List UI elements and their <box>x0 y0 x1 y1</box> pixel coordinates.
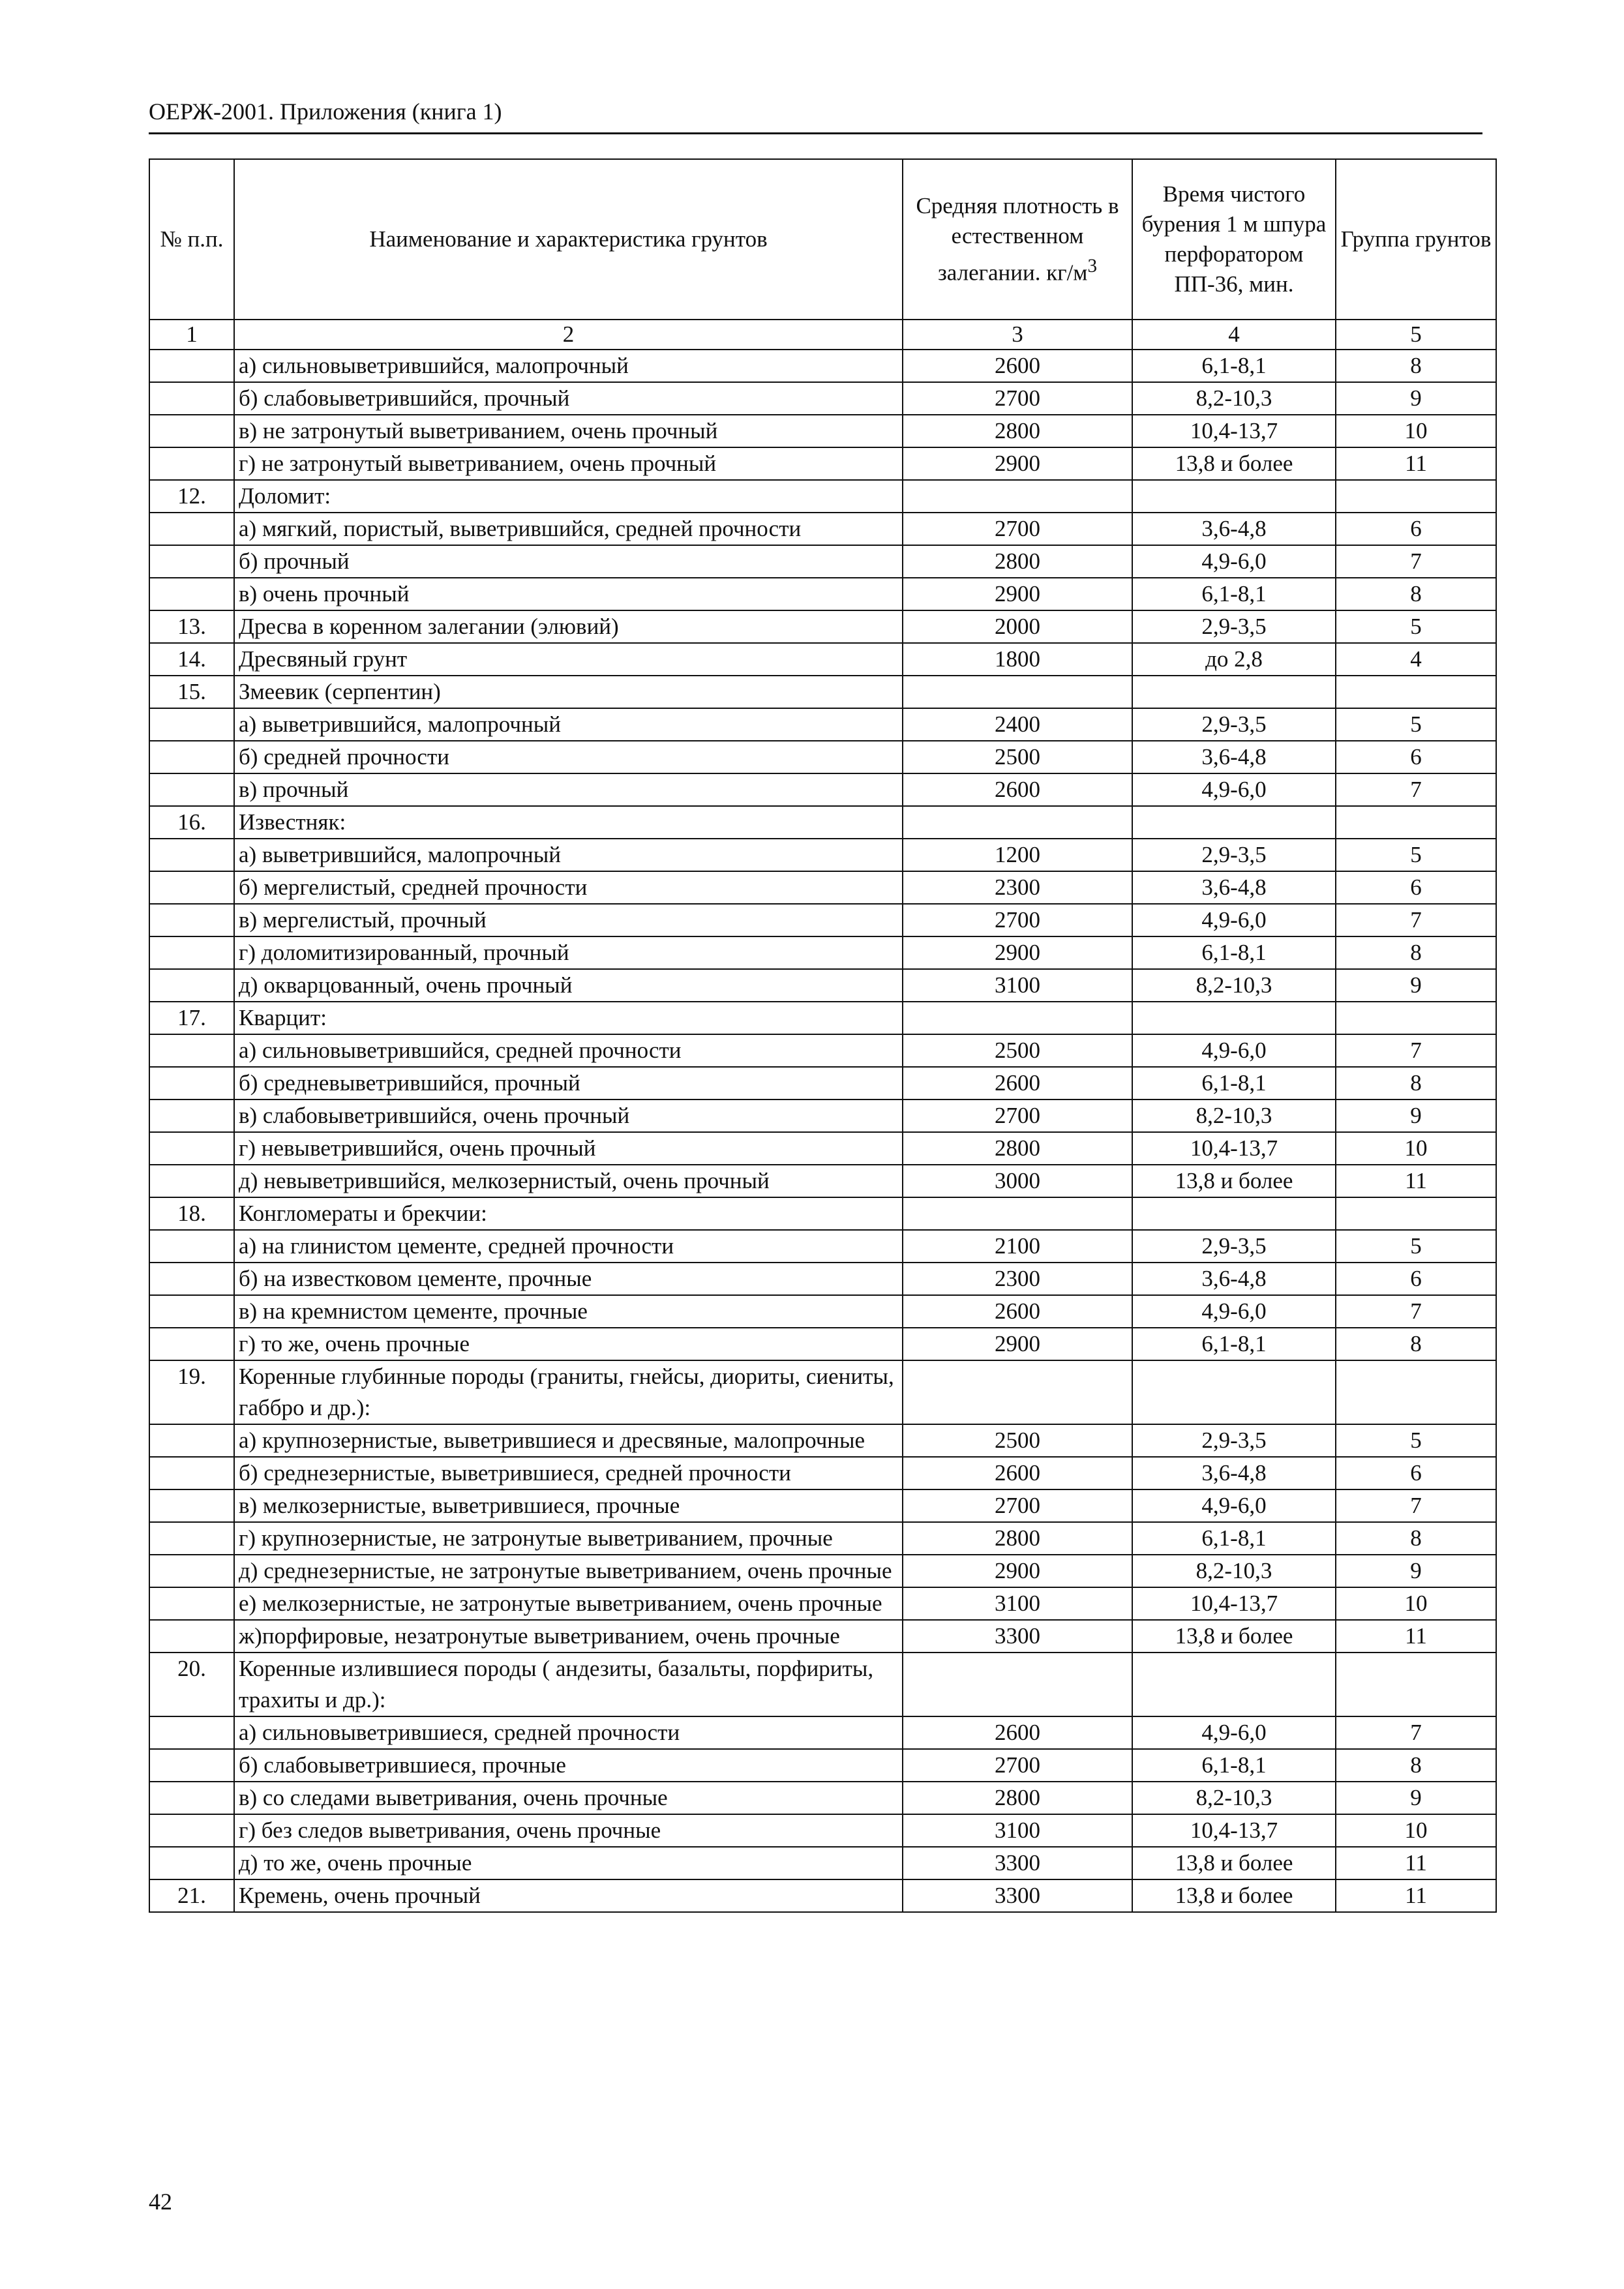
cell-name: ж)порфировые, незатронутые выветриванием, очень прочные <box>234 1620 903 1653</box>
cell-group: 6 <box>1336 871 1496 904</box>
cell-group: 5 <box>1336 1424 1496 1457</box>
cell-density: 2400 <box>903 708 1132 741</box>
cell-name: д) то же, очень прочные <box>234 1847 903 1879</box>
cell-density: 3300 <box>903 1847 1132 1879</box>
cell-density <box>903 1197 1132 1230</box>
table-row <box>149 1522 1496 1555</box>
cell-time: 8,2-10,3 <box>1132 1782 1336 1814</box>
table-row <box>149 1749 1496 1782</box>
table-row <box>149 1653 1496 1716</box>
page-number: 42 <box>149 2189 172 2215</box>
cell-group: 7 <box>1336 1489 1496 1522</box>
cell-group: 6 <box>1336 1263 1496 1295</box>
cell-group: 8 <box>1336 1749 1496 1782</box>
col-header-name: Наименование и характеристика грунтов <box>234 159 903 320</box>
cell-name: д) невыветрившийся, мелкозернистый, очень прочный <box>234 1165 903 1197</box>
cell-time: 6,1-8,1 <box>1132 1749 1336 1782</box>
cell-name: а) крупнозернистые, выветрившиеся и дресвяные, малопрочные <box>234 1424 903 1457</box>
cell-time: 8,2-10,3 <box>1132 382 1336 415</box>
cell-time <box>1132 1653 1336 1716</box>
table-row <box>149 1814 1496 1847</box>
cell-name: г) без следов выветривания, очень прочные <box>234 1814 903 1847</box>
table-row <box>149 1620 1496 1653</box>
cell-density: 3100 <box>903 1587 1132 1620</box>
table-row <box>149 1197 1496 1230</box>
cell-time: 6,1-8,1 <box>1132 350 1336 382</box>
cell-name: б) прочный <box>234 545 903 578</box>
table-row <box>149 1034 1496 1067</box>
cell-time: 10,4-13,7 <box>1132 415 1336 447</box>
cell-density: 2000 <box>903 610 1132 643</box>
cell-group: 7 <box>1336 1716 1496 1749</box>
cell-group <box>1336 1197 1496 1230</box>
table-row <box>149 1424 1496 1457</box>
cell-group: 11 <box>1336 1165 1496 1197</box>
cell-num <box>149 871 234 904</box>
cell-name: а) на глинистом цементе, средней прочности <box>234 1230 903 1263</box>
cell-name: г) невыветрившийся, очень прочный <box>234 1132 903 1165</box>
cell-num: 20. <box>149 1653 234 1716</box>
col-header-num: № п.п. <box>149 159 234 320</box>
cell-name: Конгломераты и брекчии: <box>234 1197 903 1230</box>
col-number: 3 <box>903 320 1132 350</box>
cell-group: 9 <box>1336 1555 1496 1587</box>
cell-group: 11 <box>1336 1620 1496 1653</box>
cell-density: 3100 <box>903 1814 1132 1847</box>
table-row <box>149 350 1496 382</box>
cell-density: 2800 <box>903 1782 1132 1814</box>
cell-time: 13,8 и более <box>1132 1165 1336 1197</box>
cell-num <box>149 1587 234 1620</box>
cell-group: 10 <box>1336 1587 1496 1620</box>
cell-time: 10,4-13,7 <box>1132 1814 1336 1847</box>
table-row <box>149 969 1496 1002</box>
cell-density: 2700 <box>903 513 1132 545</box>
table-row <box>149 1165 1496 1197</box>
cell-time: 4,9-6,0 <box>1132 773 1336 806</box>
cell-group: 10 <box>1336 1814 1496 1847</box>
cell-group: 8 <box>1336 1328 1496 1360</box>
cell-num: 12. <box>149 480 234 513</box>
cell-time: 13,8 и более <box>1132 1879 1336 1912</box>
cell-group: 11 <box>1336 1879 1496 1912</box>
cell-name: б) слабовыветрившийся, прочный <box>234 382 903 415</box>
cell-time: 6,1-8,1 <box>1132 1522 1336 1555</box>
cell-density: 3300 <box>903 1620 1132 1653</box>
cell-name: в) со следами выветривания, очень прочные <box>234 1782 903 1814</box>
cell-time: 3,6-4,8 <box>1132 1263 1336 1295</box>
table-row <box>149 1555 1496 1587</box>
cell-density: 2900 <box>903 447 1132 480</box>
cell-group: 8 <box>1336 350 1496 382</box>
cell-density: 2600 <box>903 350 1132 382</box>
cell-num <box>149 1522 234 1555</box>
cell-group: 9 <box>1336 969 1496 1002</box>
table-row <box>149 1716 1496 1749</box>
table-row <box>149 806 1496 839</box>
cell-name: б) средней прочности <box>234 741 903 773</box>
table-row <box>149 1100 1496 1132</box>
cell-time: 3,6-4,8 <box>1132 1457 1336 1489</box>
cell-num <box>149 1100 234 1132</box>
soil-table <box>149 158 1497 1913</box>
cell-num <box>149 513 234 545</box>
cell-num <box>149 1328 234 1360</box>
page-header-title: ОЕРЖ-2001. Приложения (книга 1) <box>149 98 502 125</box>
cell-num <box>149 447 234 480</box>
cell-name: а) сильновыветрившийся, малопрочный <box>234 350 903 382</box>
cell-group: 8 <box>1336 1522 1496 1555</box>
cell-num: 15. <box>149 676 234 708</box>
table-row <box>149 1263 1496 1295</box>
cell-group: 8 <box>1336 936 1496 969</box>
cell-num <box>149 1067 234 1100</box>
cell-group: 7 <box>1336 904 1496 936</box>
cell-time: 2,9-3,5 <box>1132 610 1336 643</box>
cell-density: 2600 <box>903 1067 1132 1100</box>
table-row <box>149 839 1496 871</box>
cell-group: 9 <box>1336 1100 1496 1132</box>
cell-density: 2300 <box>903 871 1132 904</box>
cell-density <box>903 1002 1132 1034</box>
cell-time: 13,8 и более <box>1132 1847 1336 1879</box>
cell-density <box>903 676 1132 708</box>
cell-num <box>149 1263 234 1295</box>
col-header-density-text: Средняя плотность в естественном залегании. кг/м <box>916 192 1119 286</box>
cell-density: 2600 <box>903 1457 1132 1489</box>
cell-time: 6,1-8,1 <box>1132 936 1336 969</box>
cell-num <box>149 578 234 610</box>
cell-num <box>149 1716 234 1749</box>
cell-group <box>1336 676 1496 708</box>
cell-group: 10 <box>1336 1132 1496 1165</box>
cell-num <box>149 382 234 415</box>
cell-name: в) не затронутый выветриванием, очень прочный <box>234 415 903 447</box>
cell-group: 9 <box>1336 1782 1496 1814</box>
cell-density: 3100 <box>903 969 1132 1002</box>
table-row <box>149 773 1496 806</box>
cell-group: 5 <box>1336 708 1496 741</box>
cell-time: 13,8 и более <box>1132 447 1336 480</box>
table-body <box>149 350 1496 1912</box>
cell-group: 6 <box>1336 741 1496 773</box>
table-row <box>149 741 1496 773</box>
cell-time <box>1132 1002 1336 1034</box>
cell-density: 2700 <box>903 1489 1132 1522</box>
cell-time <box>1132 1360 1336 1424</box>
cell-name: Кварцит: <box>234 1002 903 1034</box>
cell-num: 18. <box>149 1197 234 1230</box>
cell-density: 2600 <box>903 773 1132 806</box>
table-row <box>149 708 1496 741</box>
cell-time: 3,6-4,8 <box>1132 741 1336 773</box>
table-row <box>149 1360 1496 1424</box>
cell-group <box>1336 480 1496 513</box>
cell-num: 16. <box>149 806 234 839</box>
cell-time: 8,2-10,3 <box>1132 969 1336 1002</box>
cell-density: 2600 <box>903 1295 1132 1328</box>
cell-group: 9 <box>1336 382 1496 415</box>
cell-time <box>1132 480 1336 513</box>
cell-name: а) сильновыветрившийся, средней прочности <box>234 1034 903 1067</box>
cell-time: 3,6-4,8 <box>1132 871 1336 904</box>
cell-time: 4,9-6,0 <box>1132 1489 1336 1522</box>
cell-num <box>149 1165 234 1197</box>
cell-name: Коренные глубинные породы (граниты, гнейсы, диориты, сиениты, габбро и др.): <box>234 1360 903 1424</box>
cell-time: 10,4-13,7 <box>1132 1132 1336 1165</box>
cell-time: 4,9-6,0 <box>1132 904 1336 936</box>
cell-name: а) мягкий, пористый, выветрившийся, средней прочности <box>234 513 903 545</box>
cell-density: 2800 <box>903 1522 1132 1555</box>
cell-group: 7 <box>1336 1034 1496 1067</box>
cell-time <box>1132 1197 1336 1230</box>
cell-density: 2600 <box>903 1716 1132 1749</box>
cell-name: а) выветрившийся, малопрочный <box>234 708 903 741</box>
cell-group: 5 <box>1336 839 1496 871</box>
col-header-time: Время чистого бурения 1 м шпура перфоратором ПП-36, мин. <box>1132 159 1336 320</box>
table-row <box>149 643 1496 676</box>
cell-name: б) среднезернистые, выветрившиеся, средней прочности <box>234 1457 903 1489</box>
cell-num <box>149 1424 234 1457</box>
cell-num: 13. <box>149 610 234 643</box>
cell-name: в) слабовыветрившийся, очень прочный <box>234 1100 903 1132</box>
cell-name: в) очень прочный <box>234 578 903 610</box>
cell-time: 13,8 и более <box>1132 1620 1336 1653</box>
cell-time: 10,4-13,7 <box>1132 1587 1336 1620</box>
cell-time: 4,9-6,0 <box>1132 1034 1336 1067</box>
table-row <box>149 1132 1496 1165</box>
cell-density <box>903 1653 1132 1716</box>
cell-density: 2900 <box>903 578 1132 610</box>
table-row <box>149 513 1496 545</box>
cell-time: 4,9-6,0 <box>1132 1295 1336 1328</box>
cell-time: 2,9-3,5 <box>1132 1230 1336 1263</box>
cell-name: Коренные излившиеся породы ( андезиты, базальты, порфириты, трахиты и др.): <box>234 1653 903 1716</box>
cell-name: Дресвяный грунт <box>234 643 903 676</box>
cell-name: Дресва в коренном залегании (элювий) <box>234 610 903 643</box>
cell-num <box>149 708 234 741</box>
table-row <box>149 1489 1496 1522</box>
cell-group: 7 <box>1336 773 1496 806</box>
cell-group <box>1336 1653 1496 1716</box>
cell-density: 2700 <box>903 382 1132 415</box>
table-row <box>149 480 1496 513</box>
cell-num <box>149 1132 234 1165</box>
cell-num <box>149 545 234 578</box>
cell-time: 4,9-6,0 <box>1132 1716 1336 1749</box>
cell-time: до 2,8 <box>1132 643 1336 676</box>
table-row <box>149 545 1496 578</box>
cell-name: а) сильновыветрившиеся, средней прочности <box>234 1716 903 1749</box>
cell-num <box>149 415 234 447</box>
cell-num <box>149 741 234 773</box>
cell-group <box>1336 806 1496 839</box>
cell-num: 17. <box>149 1002 234 1034</box>
cell-num <box>149 904 234 936</box>
cell-name: в) мергелистый, прочный <box>234 904 903 936</box>
table-row <box>149 1230 1496 1263</box>
cell-name: Известняк: <box>234 806 903 839</box>
cell-time <box>1132 676 1336 708</box>
cell-name: Доломит: <box>234 480 903 513</box>
cell-density: 2500 <box>903 1034 1132 1067</box>
cell-group: 10 <box>1336 415 1496 447</box>
cell-num <box>149 1555 234 1587</box>
column-number-row <box>149 320 1496 350</box>
cell-time: 8,2-10,3 <box>1132 1555 1336 1587</box>
col-number: 2 <box>234 320 903 350</box>
cell-density: 3300 <box>903 1879 1132 1912</box>
cell-density: 2800 <box>903 1132 1132 1165</box>
cell-num <box>149 1295 234 1328</box>
table-row <box>149 1847 1496 1879</box>
cell-density: 2800 <box>903 545 1132 578</box>
cell-name: а) выветрившийся, малопрочный <box>234 839 903 871</box>
table-row <box>149 1587 1496 1620</box>
col-number: 1 <box>149 320 234 350</box>
cell-num <box>149 1749 234 1782</box>
cell-name: г) крупнозернистые, не затронутые выветриванием, прочные <box>234 1522 903 1555</box>
cell-density: 1800 <box>903 643 1132 676</box>
cell-num <box>149 1457 234 1489</box>
cell-density: 1200 <box>903 839 1132 871</box>
table-row <box>149 1879 1496 1912</box>
cell-time: 8,2-10,3 <box>1132 1100 1336 1132</box>
table-row <box>149 610 1496 643</box>
cell-name: г) то же, очень прочные <box>234 1328 903 1360</box>
cell-density <box>903 480 1132 513</box>
cell-group: 6 <box>1336 1457 1496 1489</box>
col-header-density <box>903 159 1132 320</box>
cell-name: б) средневыветрившийся, прочный <box>234 1067 903 1100</box>
table-row <box>149 904 1496 936</box>
table-row <box>149 382 1496 415</box>
cell-name: в) прочный <box>234 773 903 806</box>
cell-density: 2800 <box>903 415 1132 447</box>
cell-name: Кремень, очень прочный <box>234 1879 903 1912</box>
cell-group: 4 <box>1336 643 1496 676</box>
col-number: 4 <box>1132 320 1336 350</box>
cell-name: Змеевик (серпентин) <box>234 676 903 708</box>
cell-num: 19. <box>149 1360 234 1424</box>
table-row <box>149 578 1496 610</box>
cell-density: 2500 <box>903 1424 1132 1457</box>
cell-num <box>149 773 234 806</box>
table-row <box>149 415 1496 447</box>
cell-num <box>149 350 234 382</box>
cell-num <box>149 839 234 871</box>
cell-density: 3000 <box>903 1165 1132 1197</box>
table-row <box>149 1328 1496 1360</box>
cell-num: 21. <box>149 1879 234 1912</box>
cell-num <box>149 1814 234 1847</box>
cell-num <box>149 1489 234 1522</box>
cell-time: 6,1-8,1 <box>1132 1328 1336 1360</box>
table-row <box>149 1067 1496 1100</box>
cell-density <box>903 806 1132 839</box>
cell-num <box>149 936 234 969</box>
col-number: 5 <box>1336 320 1496 350</box>
cell-name: г) не затронутый выветриванием, очень прочный <box>234 447 903 480</box>
cell-density: 2900 <box>903 1328 1132 1360</box>
cell-group: 6 <box>1336 513 1496 545</box>
cell-name: е) мелкозернистые, не затронутые выветриванием, очень прочные <box>234 1587 903 1620</box>
cell-time: 2,9-3,5 <box>1132 1424 1336 1457</box>
cell-density <box>903 1360 1132 1424</box>
cell-name: б) мергелистый, средней прочности <box>234 871 903 904</box>
table-row <box>149 936 1496 969</box>
cell-group: 7 <box>1336 1295 1496 1328</box>
cell-density: 2700 <box>903 904 1132 936</box>
cell-time: 2,9-3,5 <box>1132 839 1336 871</box>
cell-time: 3,6-4,8 <box>1132 513 1336 545</box>
cell-group: 8 <box>1336 578 1496 610</box>
cell-name: б) на известковом цементе, прочные <box>234 1263 903 1295</box>
cell-name: в) на кремнистом цементе, прочные <box>234 1295 903 1328</box>
table-row <box>149 1002 1496 1034</box>
cell-density: 2300 <box>903 1263 1132 1295</box>
cell-group <box>1336 1360 1496 1424</box>
cell-time: 2,9-3,5 <box>1132 708 1336 741</box>
cell-density: 2900 <box>903 1555 1132 1587</box>
cell-time <box>1132 806 1336 839</box>
cell-name: б) слабовыветрившиеся, прочные <box>234 1749 903 1782</box>
cell-density: 2700 <box>903 1749 1132 1782</box>
table-row <box>149 447 1496 480</box>
col-header-density-sup: 3 <box>1087 255 1098 277</box>
cell-time: 6,1-8,1 <box>1132 578 1336 610</box>
cell-time: 6,1-8,1 <box>1132 1067 1336 1100</box>
cell-group: 11 <box>1336 447 1496 480</box>
cell-density: 2700 <box>903 1100 1132 1132</box>
cell-density: 2500 <box>903 741 1132 773</box>
cell-group: 8 <box>1336 1067 1496 1100</box>
cell-name: г) доломитизированный, прочный <box>234 936 903 969</box>
cell-num <box>149 969 234 1002</box>
cell-num: 14. <box>149 643 234 676</box>
table-header-row <box>149 159 1496 320</box>
cell-group <box>1336 1002 1496 1034</box>
cell-group: 7 <box>1336 545 1496 578</box>
cell-num <box>149 1034 234 1067</box>
cell-group: 11 <box>1336 1847 1496 1879</box>
col-header-group: Группа грунтов <box>1336 159 1496 320</box>
table-row <box>149 871 1496 904</box>
header-divider <box>149 132 1482 134</box>
cell-group: 5 <box>1336 1230 1496 1263</box>
table-row <box>149 1457 1496 1489</box>
table-row <box>149 1782 1496 1814</box>
cell-num <box>149 1620 234 1653</box>
cell-num <box>149 1847 234 1879</box>
cell-group: 5 <box>1336 610 1496 643</box>
cell-name: д) окварцованный, очень прочный <box>234 969 903 1002</box>
cell-name: д) среднезернистые, не затронутые выветриванием, очень прочные <box>234 1555 903 1587</box>
cell-name: в) мелкозернистые, выветрившиеся, прочные <box>234 1489 903 1522</box>
cell-time: 4,9-6,0 <box>1132 545 1336 578</box>
cell-density: 2900 <box>903 936 1132 969</box>
cell-density: 2100 <box>903 1230 1132 1263</box>
table-row <box>149 676 1496 708</box>
cell-num <box>149 1782 234 1814</box>
cell-num <box>149 1230 234 1263</box>
table-row <box>149 1295 1496 1328</box>
